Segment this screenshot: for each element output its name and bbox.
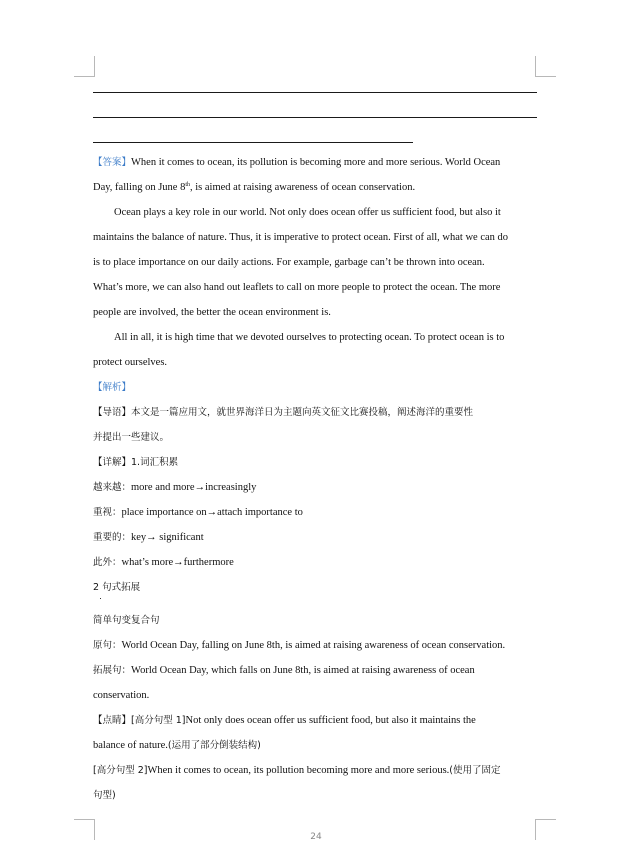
sentence-subheading: 简单句变复合句 xyxy=(93,615,160,626)
highlight-line: 【点睛】[高分句型 1]Not only does ocean offer us sufficient food, but also it maintains the xyxy=(93,715,476,726)
expanded-sentence: conservation. xyxy=(93,690,150,701)
answer-line: maintains the balance of nature. Thus, it is imperative to protect ocean. First of all, what we can do xyxy=(93,232,509,243)
vocab-item: 越来越：more and more→increasingly xyxy=(93,482,257,493)
corner-mark-top-left xyxy=(74,56,95,77)
answer-line: Day, falling on June 8th, is aimed at raising awareness of ocean conservation. xyxy=(93,182,416,193)
sentence-heading: 2 句式拓展 xyxy=(93,582,141,593)
guide-tag: 【导语】 xyxy=(93,407,132,418)
original-sentence: 原句：World Ocean Day, falling on June 8th, is aimed at raising awareness of ocean conservation. xyxy=(93,640,506,651)
expanded-sentence: 拓展句：World Ocean Day, which falls on June 8th, is aimed at raising awareness of ocean xyxy=(93,665,475,676)
page-number: 24 xyxy=(310,832,322,842)
detail-heading: 【详解】1.词汇积累 xyxy=(93,457,179,468)
stray-dot xyxy=(100,598,101,599)
analysis-tag: 【解析】 xyxy=(93,382,132,393)
blank-answer-line xyxy=(93,92,537,93)
answer-line: All in all, it is high time that we devoted ourselves to protecting ocean. To protect ocean is to xyxy=(114,332,505,343)
guide-line: 并提出一些建议。 xyxy=(93,432,170,443)
guide-line: 【导语】本文是一篇应用文，就世界海洋日为主题向英文征文比赛投稿，阐述海洋的重要性 xyxy=(93,407,474,418)
vocab-item: 重视：place importance on→attach importance to xyxy=(93,507,303,518)
highlight-line: balance of nature.(运用了部分倒装结构) xyxy=(93,740,261,751)
answer-line: protect ourselves. xyxy=(93,357,168,368)
corner-mark-top-right xyxy=(535,56,556,77)
answer-line: is to place importance on our daily actions. For example, garbage can’t be thrown into ocean. xyxy=(93,257,485,268)
vocab-item: 此外：what’s more→furthermore xyxy=(93,557,234,568)
blank-answer-line xyxy=(93,142,413,143)
detail-tag: 【详解】 xyxy=(93,457,132,468)
highlight-line: [高分句型 2]When it comes to ocean, its pollution becoming more and more serious.(使用了固定 xyxy=(93,765,501,776)
vocab-item: 重要的：key→ significant xyxy=(93,532,204,543)
answer-line: What’s more, we can also hand out leaflets to call on more people to protect the ocean. The more xyxy=(93,282,501,293)
blank-answer-line xyxy=(93,117,537,118)
answer-line: 【答案】When it comes to ocean, its pollution is becoming more and more serious. World Ocean xyxy=(93,157,501,168)
answer-tag: 【答案】 xyxy=(93,157,132,168)
highlight-line: 句型) xyxy=(93,790,116,801)
highlight-tag: 【点睛】 xyxy=(93,715,132,726)
answer-line: Ocean plays a key role in our world. Not only does ocean offer us sufficient food, but also it xyxy=(114,207,501,218)
answer-line: people are involved, the better the ocean environment is. xyxy=(93,307,331,318)
